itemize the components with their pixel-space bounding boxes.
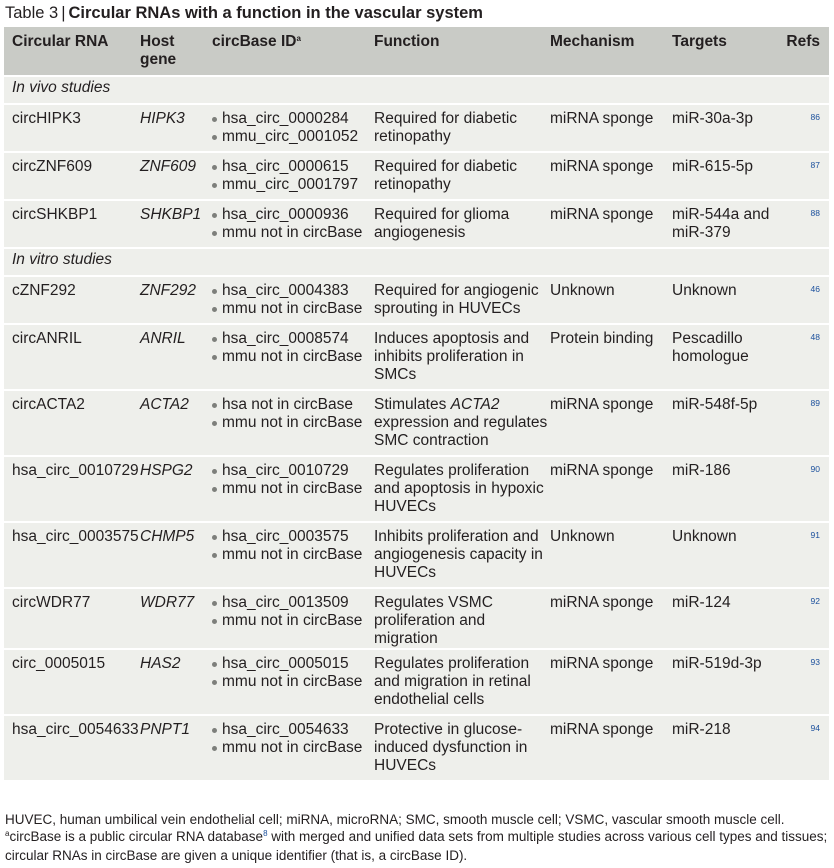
circular-rna-cell: cZNF292 (4, 276, 140, 324)
targets-cell: miR-544a and miR-379 (672, 200, 772, 248)
mechanism-cell: Unknown (550, 522, 672, 588)
header-circbase-id (212, 27, 374, 76)
targets-cell: miR-548f-5p (672, 390, 772, 456)
circbase-id-item: hsa not in circBase (212, 396, 374, 414)
circbase-id-cell (212, 276, 374, 324)
circular-rna-cell: hsa_circ_0003575 (4, 522, 140, 588)
circbase-id-item: mmu not in circBase (212, 300, 374, 318)
circbase-id-cell (212, 200, 374, 248)
footnote-text-2: with merged and unified data sets from multiple studies across various cell types and tissues; circular RNAs in circBase are given a unique identifier (that is, a circBase ID). (5, 829, 828, 863)
mechanism-cell: miRNA sponge (550, 456, 672, 522)
circbase-id-item: mmu not in circBase (212, 224, 374, 242)
circbase-id-item: mmu not in circBase (212, 348, 374, 366)
table-footnotes (5, 811, 831, 864)
section-label: In vitro studies (12, 251, 112, 268)
reference-number: 46 (810, 284, 820, 294)
refs-cell (772, 276, 829, 324)
function-cell: Stimulates ACTA2 expression and regulates SMC contraction (374, 390, 550, 456)
targets-cell: miR-519d-3p (672, 649, 772, 715)
table-row (4, 715, 829, 780)
table-row (4, 324, 829, 390)
reference-number: 87 (810, 160, 820, 170)
circbase-id-list (212, 462, 374, 498)
circbase-id-list (212, 282, 374, 318)
circbase-id-item: hsa_circ_0013509 (212, 594, 374, 612)
footnote-abbreviations: HUVEC, human umbilical vein endothelial cell; miRNA, microRNA; SMC, smooth muscle cell; VSMC, vascular smooth muscle cell. (5, 812, 785, 827)
circrna-table (4, 27, 829, 780)
host-gene-cell: SHKBP1 (140, 200, 212, 248)
circbase-id-list (212, 721, 374, 757)
footnote-circbase (5, 828, 831, 864)
host-gene-cell: ZNF609 (140, 152, 212, 200)
header-row (4, 27, 829, 76)
circular-rna-cell: circANRIL (4, 324, 140, 390)
circbase-id-item: hsa_circ_0003575 (212, 528, 374, 546)
circbase-id-item: hsa_circ_0000284 (212, 110, 374, 128)
footnote-ref: 8 (263, 829, 268, 838)
function-cell: Induces apoptosis and inhibits proliferation in SMCs (374, 324, 550, 390)
section-row (4, 76, 829, 104)
host-gene-cell: ZNF292 (140, 276, 212, 324)
circbase-id-item: mmu not in circBase (212, 673, 374, 691)
circbase-id-list (212, 655, 374, 691)
mechanism-cell: miRNA sponge (550, 200, 672, 248)
circbase-id-item: mmu not in circBase (212, 480, 374, 498)
circbase-id-list (212, 206, 374, 242)
circbase-id-item: hsa_circ_0000615 (212, 158, 374, 176)
refs-cell (772, 522, 829, 588)
table-row (4, 276, 829, 324)
circbase-id-cell (212, 649, 374, 715)
host-gene-cell: HAS2 (140, 649, 212, 715)
refs-cell (772, 456, 829, 522)
section-cell (4, 76, 829, 104)
table-row (4, 152, 829, 200)
targets-cell: miR-30a-3p (672, 104, 772, 152)
host-gene-cell: ACTA2 (140, 390, 212, 456)
mechanism-cell: Protein binding (550, 324, 672, 390)
refs-cell (772, 715, 829, 780)
circbase-id-item: mmu not in circBase (212, 414, 374, 432)
table-body (4, 76, 829, 780)
refs-cell (772, 588, 829, 649)
circbase-id-list (212, 330, 374, 366)
circular-rna-cell: circHIPK3 (4, 104, 140, 152)
circbase-id-item: mmu not in circBase (212, 612, 374, 630)
table-row (4, 200, 829, 248)
circular-rna-cell: circWDR77 (4, 588, 140, 649)
header-circbase-id-label: circBase ID (212, 33, 297, 50)
circbase-id-item: hsa_circ_0004383 (212, 282, 374, 300)
targets-cell: miR-186 (672, 456, 772, 522)
circbase-id-item: hsa_circ_0008574 (212, 330, 374, 348)
table-number: Table 3 (5, 4, 59, 22)
header-refs: Refs (786, 33, 820, 50)
reference-number: 92 (810, 596, 820, 606)
reference-number: 90 (810, 464, 820, 474)
refs-cell (772, 324, 829, 390)
refs-cell (772, 104, 829, 152)
circbase-id-cell (212, 456, 374, 522)
function-cell: Regulates proliferation and apoptosis in hypoxic HUVECs (374, 456, 550, 522)
function-cell: Required for diabetic retinopathy (374, 104, 550, 152)
table-title (5, 3, 483, 23)
host-gene-cell: HSPG2 (140, 456, 212, 522)
circbase-id-item: hsa_circ_0000936 (212, 206, 374, 224)
table-row (4, 390, 829, 456)
reference-number: 86 (810, 112, 820, 122)
function-cell: Required for diabetic retinopathy (374, 152, 550, 200)
mechanism-cell: miRNA sponge (550, 715, 672, 780)
circular-rna-cell: circ_0005015 (4, 649, 140, 715)
circbase-id-cell (212, 324, 374, 390)
function-cell: Regulates proliferation and migration in retinal endothelial cells (374, 649, 550, 715)
gene-symbol: ACTA2 (450, 396, 500, 413)
circbase-id-cell (212, 390, 374, 456)
table-row (4, 456, 829, 522)
header-mechanism: Mechanism (550, 33, 635, 50)
circbase-id-item: mmu not in circBase (212, 739, 374, 757)
footnote-text-1: circBase is a public circular RNA database (9, 829, 264, 844)
circular-rna-cell: hsa_circ_0054633 (4, 715, 140, 780)
function-cell: Inhibits proliferation and angiogenesis capacity in HUVECs (374, 522, 550, 588)
header-circular-rna: Circular RNA (12, 33, 109, 50)
table-row (4, 522, 829, 588)
mechanism-cell: Unknown (550, 276, 672, 324)
refs-cell (772, 649, 829, 715)
circbase-id-item: hsa_circ_0010729 (212, 462, 374, 480)
reference-number: 93 (810, 657, 820, 667)
host-gene-cell: PNPT1 (140, 715, 212, 780)
circbase-id-item: hsa_circ_0005015 (212, 655, 374, 673)
section-cell (4, 248, 829, 276)
header-host-gene-label: Host gene (140, 33, 177, 68)
function-cell: Required for angiogenic sprouting in HUVECs (374, 276, 550, 324)
host-gene-cell: WDR77 (140, 588, 212, 649)
circular-rna-cell: circZNF609 (4, 152, 140, 200)
targets-cell: miR-615-5p (672, 152, 772, 200)
circbase-id-item: mmu_circ_0001797 (212, 176, 374, 194)
host-gene-cell: HIPK3 (140, 104, 212, 152)
refs-cell (772, 200, 829, 248)
circular-rna-cell: circSHKBP1 (4, 200, 140, 248)
refs-cell (772, 390, 829, 456)
table-caption: Circular RNAs with a function in the vascular system (68, 4, 483, 22)
targets-cell: Unknown (672, 276, 772, 324)
table-row (4, 649, 829, 715)
reference-number: 89 (810, 398, 820, 408)
targets-cell: miR-124 (672, 588, 772, 649)
circbase-id-cell (212, 522, 374, 588)
function-cell: Regulates VSMC proliferation and migration (374, 588, 550, 649)
reference-number: 94 (810, 723, 820, 733)
title-separator: | (61, 4, 66, 22)
refs-cell (772, 152, 829, 200)
header-targets: Targets (672, 33, 727, 50)
mechanism-cell: miRNA sponge (550, 152, 672, 200)
header-function: Function (374, 33, 440, 50)
circbase-id-list (212, 110, 374, 146)
circbase-id-cell (212, 588, 374, 649)
reference-number: 91 (810, 530, 820, 540)
targets-cell: Pescadillo homologue (672, 324, 772, 390)
reference-number: 48 (810, 332, 820, 342)
targets-cell: miR-218 (672, 715, 772, 780)
reference-number: 88 (810, 208, 820, 218)
section-row (4, 248, 829, 276)
circbase-id-cell (212, 104, 374, 152)
function-cell: Required for glioma angiogenesis (374, 200, 550, 248)
circbase-id-list (212, 396, 374, 432)
table-row (4, 588, 829, 649)
circbase-id-list (212, 528, 374, 564)
circbase-id-cell (212, 152, 374, 200)
circbase-id-item: mmu not in circBase (212, 546, 374, 564)
mechanism-cell: miRNA sponge (550, 104, 672, 152)
circbase-id-item: hsa_circ_0054633 (212, 721, 374, 739)
header-host-gene (140, 27, 212, 76)
host-gene-cell: ANRIL (140, 324, 212, 390)
section-label: In vivo studies (12, 79, 111, 96)
targets-cell: Unknown (672, 522, 772, 588)
function-cell: Protective in glucose-induced dysfunction in HUVECs (374, 715, 550, 780)
header-circbase-id-sup: a (296, 34, 301, 43)
mechanism-cell: miRNA sponge (550, 390, 672, 456)
circbase-id-list (212, 594, 374, 630)
footnote-sup: a (5, 829, 10, 838)
mechanism-cell: miRNA sponge (550, 588, 672, 649)
circbase-id-cell (212, 715, 374, 780)
circbase-id-list (212, 158, 374, 194)
table-row (4, 104, 829, 152)
circular-rna-cell: hsa_circ_0010729 (4, 456, 140, 522)
circular-rna-cell: circACTA2 (4, 390, 140, 456)
host-gene-cell: CHMP5 (140, 522, 212, 588)
circbase-id-item: mmu_circ_0001052 (212, 128, 374, 146)
mechanism-cell: miRNA sponge (550, 649, 672, 715)
